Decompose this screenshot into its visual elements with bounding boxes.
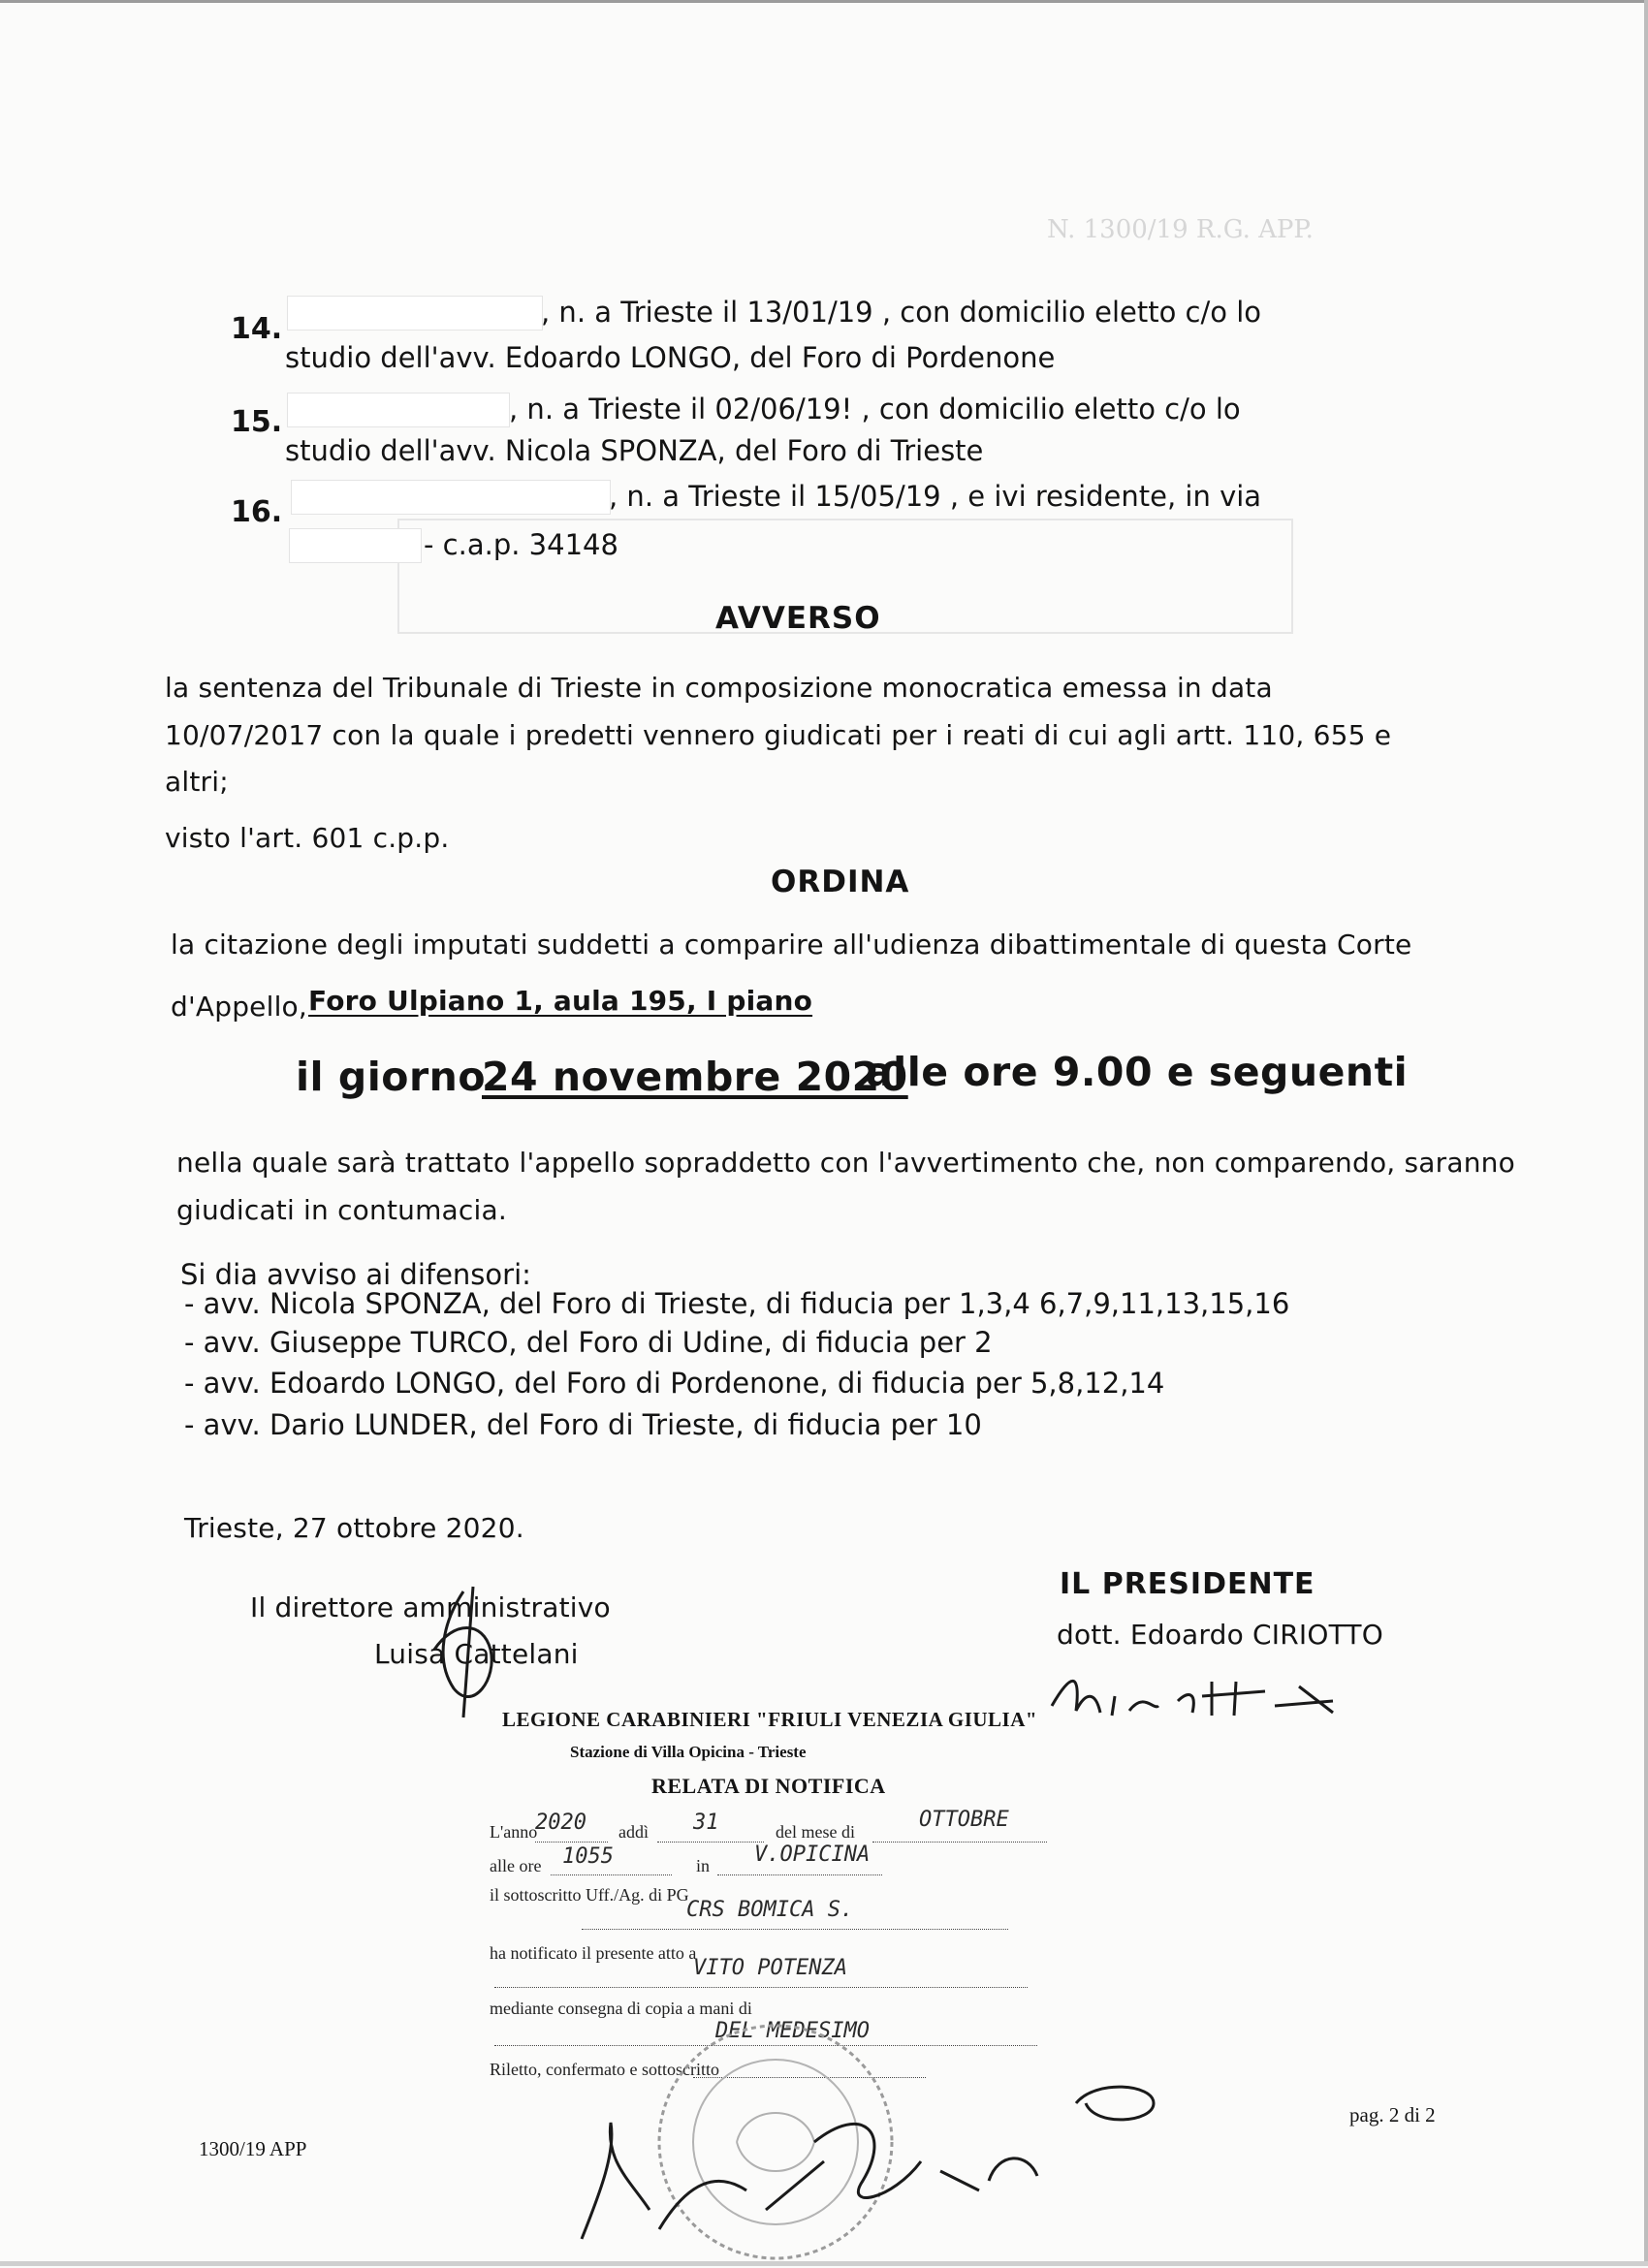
entry-number: 15. xyxy=(231,405,283,439)
header-reference: N. 1300/19 R.G. APP. xyxy=(1047,215,1314,244)
sottoscritto-value: CRS BOMICA S. xyxy=(686,1898,854,1922)
redacted-name xyxy=(291,480,611,515)
footer-reference: 1300/19 APP xyxy=(199,2137,307,2160)
hearing-date: 24 novembre 2020 xyxy=(482,1054,908,1100)
mese-label: del mese di xyxy=(776,1822,855,1842)
stamp-header: LEGIONE CARABINIERI "FRIULI VENEZIA GIULIA" xyxy=(502,1708,1038,1731)
redacted-address xyxy=(289,528,422,563)
direttore-signature xyxy=(405,1582,541,1727)
presidente-name: dott. Edoardo CIRIOTTO xyxy=(1057,1619,1383,1651)
entry-line: studio dell'avv. Nicola SPONZA, del Foro di Trieste xyxy=(285,434,984,467)
addi-value: 31 xyxy=(693,1811,719,1835)
letto-label: Riletto, confermato e sottoscritto xyxy=(490,2060,719,2079)
paragraph-line: la sentenza del Tribunale di Trieste in composizione monocratica emessa in data xyxy=(165,672,1273,704)
redacted-name xyxy=(287,296,543,331)
relata-title: RELATA DI NOTIFICA xyxy=(651,1774,886,1798)
consegna-value: DEL MEDESIMO xyxy=(715,2019,870,2043)
avverso-heading: AVVERSO xyxy=(715,601,881,636)
ore-line xyxy=(551,1874,672,1875)
paragraph-line: altri; xyxy=(165,766,229,798)
in-label: in xyxy=(696,1856,711,1875)
difensore-item: - avv. Edoardo LONGO, del Foro di Pordenone, di fiducia per 5,8,12,14 xyxy=(184,1367,1165,1400)
visto-line: visto l'art. 601 c.p.p. xyxy=(165,822,450,854)
stamp-station: Stazione di Villa Opicina - Trieste xyxy=(570,1743,807,1761)
page-number: pag. 2 di 2 xyxy=(1349,2103,1436,2126)
ordina-heading: ORDINA xyxy=(771,865,910,899)
anno-value: 2020 xyxy=(535,1811,586,1835)
presidente-signature xyxy=(1042,1653,1362,1740)
difensore-item: - avv. Dario LUNDER, del Foro di Trieste, di fiducia per 10 xyxy=(184,1408,982,1441)
entry-number: 14. xyxy=(231,312,283,346)
notificato-label: ha notificato il presente atto a xyxy=(490,1943,697,1963)
paragraph-line: 10/07/2017 con la quale i predetti vennero giudicati per i reati di cui agli artt. 110, 655 e xyxy=(165,719,1392,751)
redacted-name xyxy=(287,393,510,427)
presidente-title: IL PRESIDENTE xyxy=(1060,1567,1315,1601)
hearing-location: Foro Ulpiano 1, aula 195, I piano xyxy=(308,985,813,1017)
difensore-item: - avv. Nicola SPONZA, del Foro di Trieste, di fiducia per 1,3,4 6,7,9,11,13,15,16 xyxy=(184,1287,1290,1320)
hearing-time: alle ore 9.00 e seguenti xyxy=(866,1049,1409,1095)
avviso-intro: Si dia avviso ai difensori: xyxy=(180,1258,531,1291)
direttore-name: Luisa Cattelani xyxy=(374,1638,579,1670)
entry-line: , n. a Trieste il 15/05/19 , e ivi residente, in via xyxy=(609,480,1262,513)
officer-signature xyxy=(572,2045,1192,2249)
paragraph-line: la citazione degli imputati suddetti a comparire all'udienza dibattimentale di questa Corte xyxy=(171,929,1412,961)
anno-label: L'anno xyxy=(490,1822,538,1842)
direttore-title: Il direttore amministrativo xyxy=(250,1591,611,1623)
in-line xyxy=(717,1874,882,1875)
addi-label: addì xyxy=(618,1822,649,1842)
anno-line xyxy=(535,1842,608,1843)
addi-line xyxy=(657,1842,764,1843)
entry-line: , n. a Trieste il 02/06/19! , con domicilio eletto c/o lo xyxy=(509,393,1241,425)
sottoscritto-line xyxy=(582,1929,1008,1930)
mese-line xyxy=(872,1842,1047,1843)
paragraph-line: nella quale sarà trattato l'appello sopraddetto con l'avvertimento che, non comparendo, saranno xyxy=(176,1147,1515,1179)
ore-value: 1055 xyxy=(562,1844,614,1869)
scan-edge-right xyxy=(1644,0,1648,2266)
entry-line: studio dell'avv. Edoardo LONGO, del Foro di Pordenone xyxy=(285,341,1056,374)
paragraph-line: giudicati in contumacia. xyxy=(176,1194,507,1226)
consegna-label: mediante consegna di copia a mani di xyxy=(490,1999,752,2018)
hearing-prefix: il giorno xyxy=(296,1054,487,1100)
scan-edge-top xyxy=(0,0,1648,3)
ore-label: alle ore xyxy=(490,1856,542,1875)
entry-number: 16. xyxy=(231,495,283,529)
notificato-value: VITO POTENZA xyxy=(693,1956,847,1980)
in-value: V.OPICINA xyxy=(754,1843,871,1867)
entry-line: - c.a.p. 34148 xyxy=(424,528,618,561)
notificato-line xyxy=(494,1987,1028,1988)
entry-line: , n. a Trieste il 13/01/19 , con domicilio eletto c/o lo xyxy=(541,296,1262,329)
sottoscritto-label: il sottoscritto Uff./Ag. di PG xyxy=(490,1885,689,1905)
paragraph-line: d'Appello, xyxy=(171,991,307,1023)
place-date: Trieste, 27 ottobre 2020. xyxy=(184,1512,524,1544)
difensore-item: - avv. Giuseppe TURCO, del Foro di Udine, di fiducia per 2 xyxy=(184,1326,993,1359)
mese-value: OTTOBRE xyxy=(919,1808,1009,1832)
